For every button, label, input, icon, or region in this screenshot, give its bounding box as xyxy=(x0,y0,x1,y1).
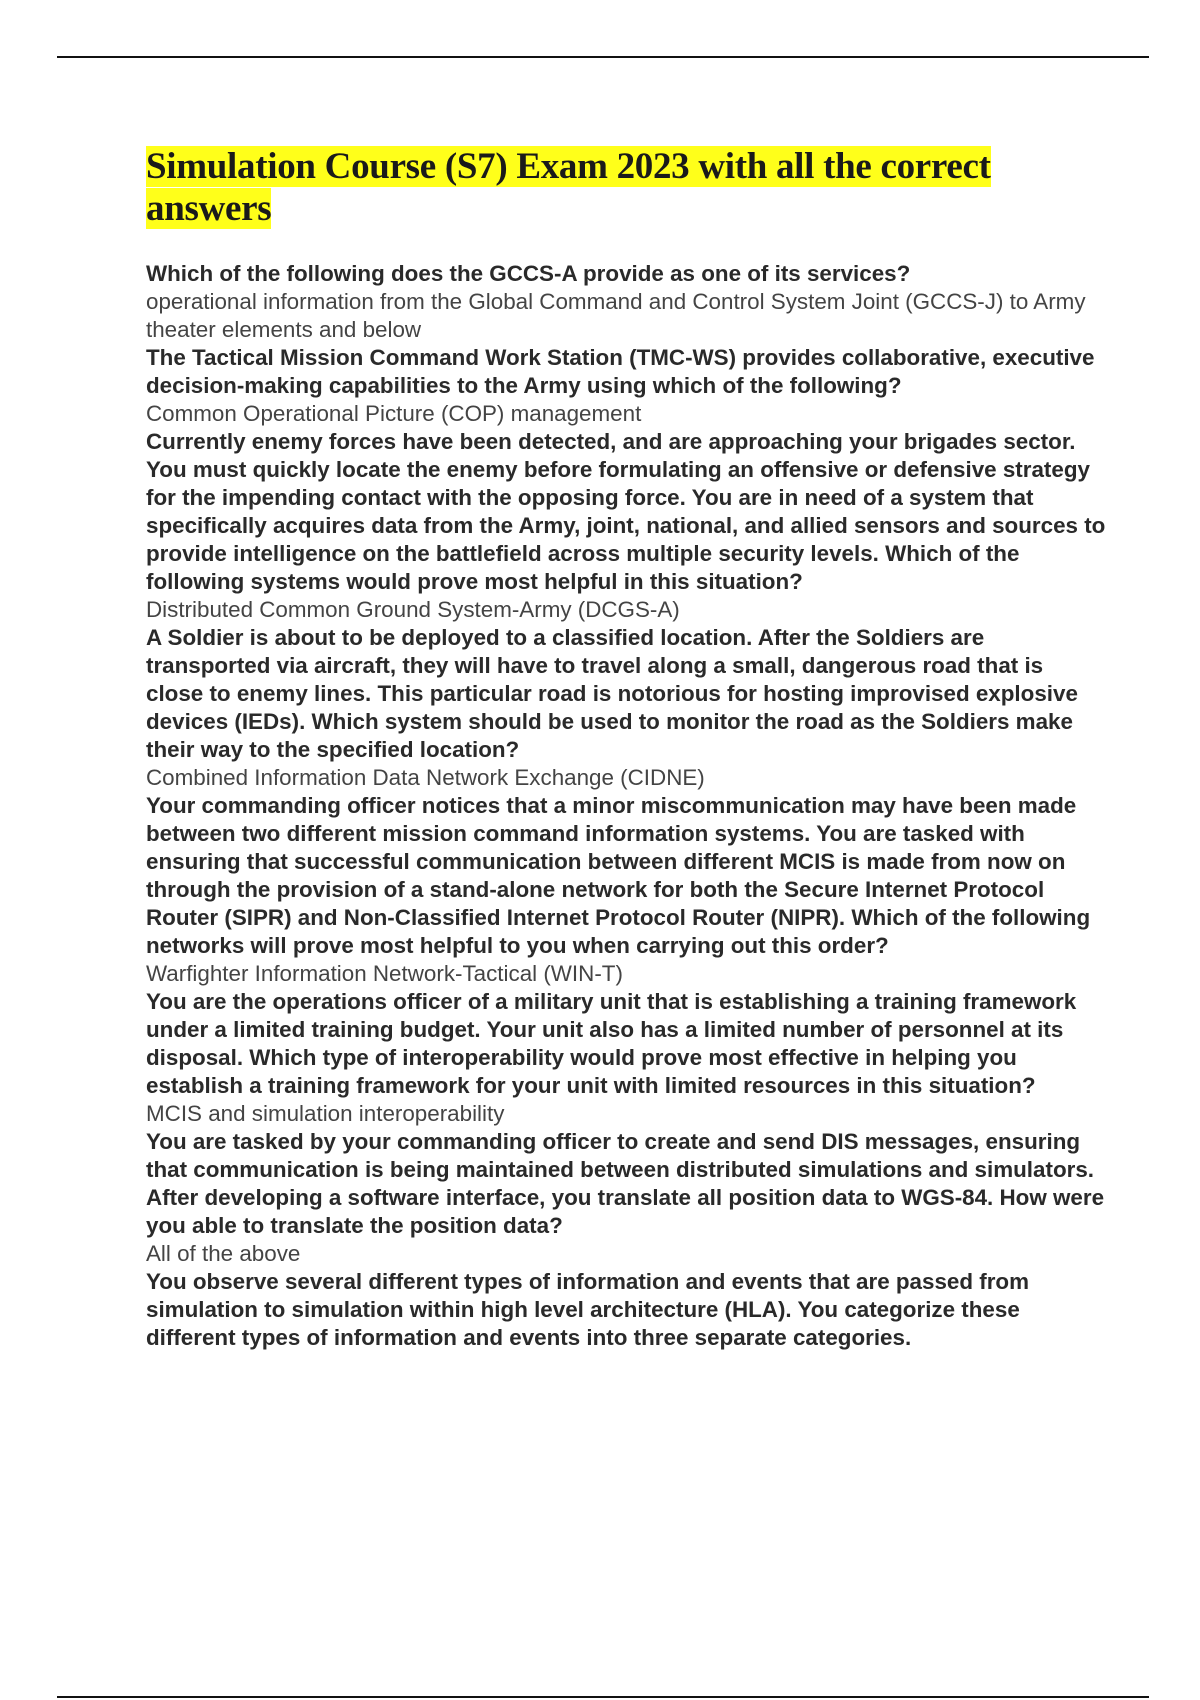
answer: Combined Information Data Network Exchange (CIDNE) xyxy=(146,765,705,790)
question: A Soldier is about to be deployed to a classified location. After the Soldiers are transported via aircraft, they will have to travel along a small, dangerous road that is close to enemy lines. This particular road is notorious for hosting improvised explosive devices (IEDs). Which system should be used to monitor the road as the Soldiers make their way to the specified location? xyxy=(146,625,1078,762)
question: You observe several different types of information and events that are passed from simulation to simulation within high level architecture (HLA). You categorize these different types of information and events into three separate categories. xyxy=(146,1269,1030,1350)
answer: Warfighter Information Network-Tactical (WIN-T) xyxy=(146,961,623,986)
answer: All of the above xyxy=(146,1241,301,1266)
footer-rule xyxy=(57,1696,1149,1698)
question: You are the operations officer of a military unit that is establishing a training framework under a limited training budget. Your unit also has a limited number of personnel at its disposal. Which type of interoperability would prove most effective in helping you establish a training framework for your unit with limited resources in this situation? xyxy=(146,989,1077,1098)
answer: operational information from the Global Command and Control System Joint (GCCS-J) to Army theater elements and below xyxy=(146,289,1086,342)
question: Currently enemy forces have been detected, and are approaching your brigades sector. You must quickly locate the enemy before formulating an offensive or defensive strategy for the impending contact with the opposing force. You are in need of a system that specifically acquires data from the Army, joint, national, and allied sensors and sources to provide intelligence on the battlefield across multiple security levels. Which of the following systems would prove most helpful in this situation? xyxy=(146,429,1106,594)
title-highlight: Simulation Course (S7) Exam 2023 with all the correct answers xyxy=(146,146,991,229)
question: You are tasked by your commanding officer to create and send DIS messages, ensuring that communication is being maintained between distributed simulations and simulators. After developing a software interface, you translate all position data to WGS-84. How were you able to translate the position data? xyxy=(146,1129,1105,1238)
question: Which of the following does the GCCS-A provide as one of its services? xyxy=(146,261,911,286)
answer: MCIS and simulation interoperability xyxy=(146,1101,505,1126)
answer: Distributed Common Ground System-Army (DCGS-A) xyxy=(146,597,680,622)
header-rule xyxy=(57,56,1149,58)
question: Your commanding officer notices that a minor miscommunication may have been made between two different mission command information systems. You are tasked with ensuring that successful communication between different MCIS is made from now on through the provision of a stand-alone network for both the Secure Internet Protocol Router (SIPR) and Non-Classified Internet Protocol Router (NIPR). Which of the following networks will prove most helpful to you when carrying out this order? xyxy=(146,793,1091,958)
question: The Tactical Mission Command Work Station (TMC-WS) provides collaborative, executive decision-making capabilities to the Army using which of the following? xyxy=(146,345,1095,398)
document-title xyxy=(146,146,1086,230)
qa-list xyxy=(146,260,1106,1352)
answer: Common Operational Picture (COP) management xyxy=(146,401,642,426)
